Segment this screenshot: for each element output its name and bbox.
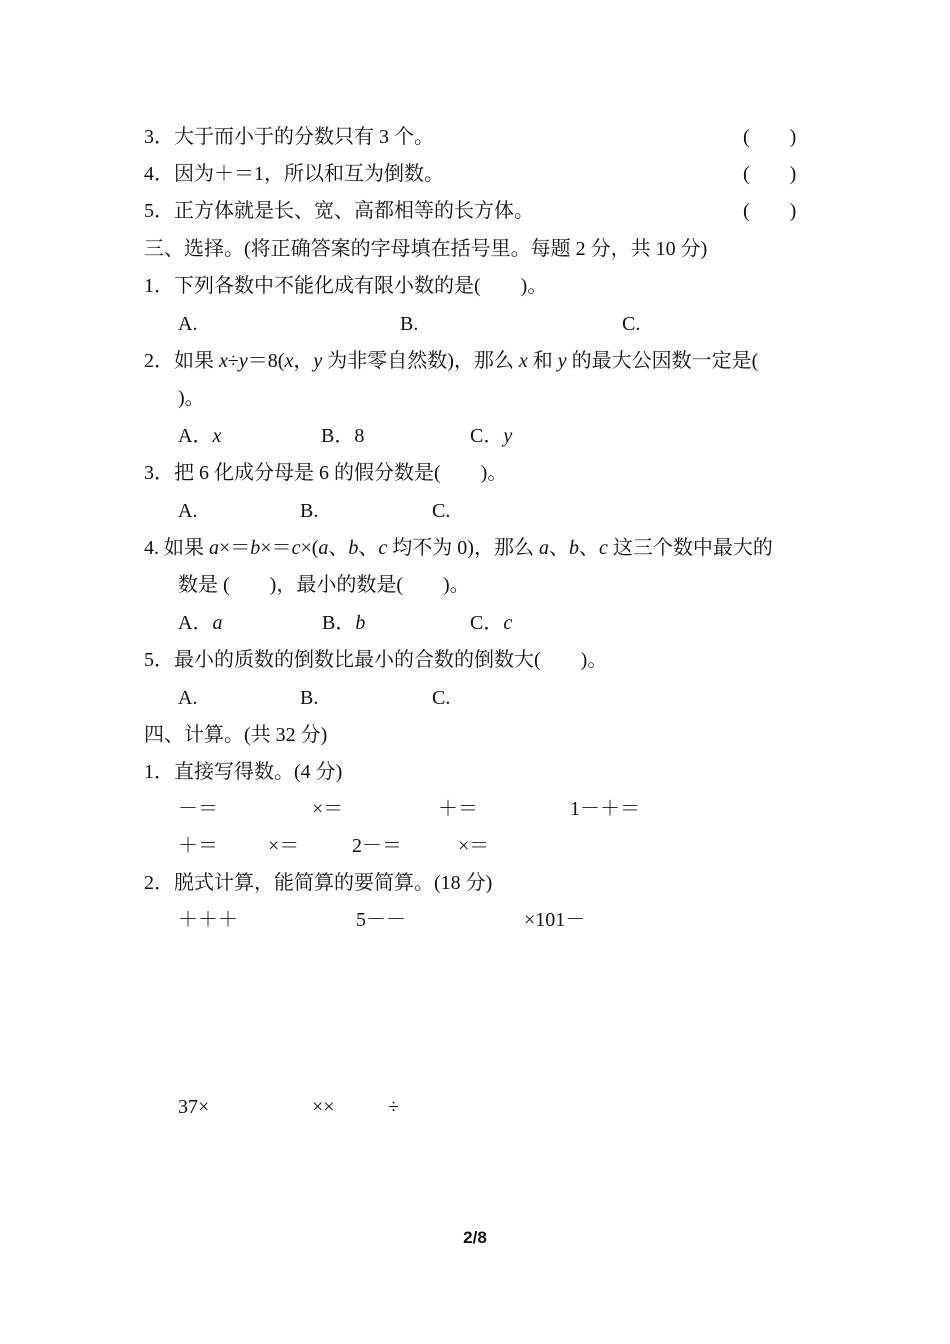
option-a[interactable]: A. (178, 313, 198, 335)
calc-item: ×101－ (524, 909, 586, 931)
calc-item: 5－－ (356, 909, 406, 931)
calc-item: ＋＝ (178, 835, 218, 857)
calc-item: ×＝ (458, 835, 490, 857)
calc-question-1: 1．直接写得数。(4 分) (144, 761, 343, 783)
option-b[interactable]: B. (400, 313, 419, 335)
calc-item: 1－＋＝ (570, 798, 640, 820)
page-number: 2/8 (463, 1228, 487, 1247)
judge-question-4: 4．因为＋＝1，所以和互为倒数。 (144, 163, 444, 185)
calc-item: 2－＝ (352, 835, 402, 857)
choice-question-4-continued: 数是 ( )，最小的数是( )。 (178, 574, 470, 596)
calc-item: ÷ (388, 1096, 399, 1118)
answer-paren[interactable]: ( ) (743, 163, 797, 185)
judge-question-5: 5．正方体就是长、宽、高都相等的长方体。 (144, 200, 534, 222)
option-a[interactable]: A. (178, 500, 198, 522)
option-c[interactable]: C. (432, 687, 451, 709)
option-a[interactable]: A．a (178, 612, 223, 634)
option-b[interactable]: B. (300, 500, 319, 522)
section-title-calculation: 四、计算。(共 32 分) (144, 724, 328, 746)
answer-paren[interactable]: ( ) (743, 126, 797, 148)
choice-question-3: 3．把 6 化成分母是 6 的假分数是( )。 (144, 462, 508, 484)
option-c[interactable]: C．y (470, 425, 513, 447)
option-c[interactable]: C. (432, 500, 451, 522)
choice-question-4: 4. 如果 a×＝b×＝c×(a、b、c 均不为 0)，那么 a、b、c 这三个数中最大的 (144, 537, 773, 559)
choice-question-2-continued: )。 (178, 387, 205, 409)
calc-item: 37× (178, 1096, 210, 1118)
calc-item: ＋＋＋ (178, 909, 238, 931)
calc-question-2: 2．脱式计算，能简算的要简算。(18 分) (144, 872, 493, 894)
option-c[interactable]: C．c (470, 612, 513, 634)
option-c[interactable]: C. (622, 313, 641, 335)
option-b[interactable]: B．b (322, 612, 366, 634)
calc-item: ×＝ (268, 835, 300, 857)
calc-item: －＝ (178, 798, 218, 820)
option-b[interactable]: B．8 (321, 425, 365, 447)
calc-item: ×＝ (312, 798, 344, 820)
choice-question-2: 2．如果 x÷y＝8(x，y 为非零自然数)，那么 x 和 y 的最大公因数一定是( (144, 350, 759, 372)
answer-paren[interactable]: ( ) (743, 200, 797, 222)
section-title-choice: 三、选择。(将正确答案的字母填在括号里。每题 2 分，共 10 分) (144, 238, 708, 260)
option-b[interactable]: B. (300, 687, 319, 709)
calc-item: ＋＝ (438, 798, 478, 820)
choice-question-5: 5．最小的质数的倒数比最小的合数的倒数大( )。 (144, 649, 608, 671)
calc-item: ×× (312, 1096, 335, 1118)
choice-question-1: 1．下列各数中不能化成有限小数的是( )。 (144, 275, 548, 297)
judge-question-3: 3．大于而小于的分数只有 3 个。 (144, 126, 434, 148)
option-a[interactable]: A．x (178, 425, 222, 447)
option-a[interactable]: A. (178, 687, 198, 709)
